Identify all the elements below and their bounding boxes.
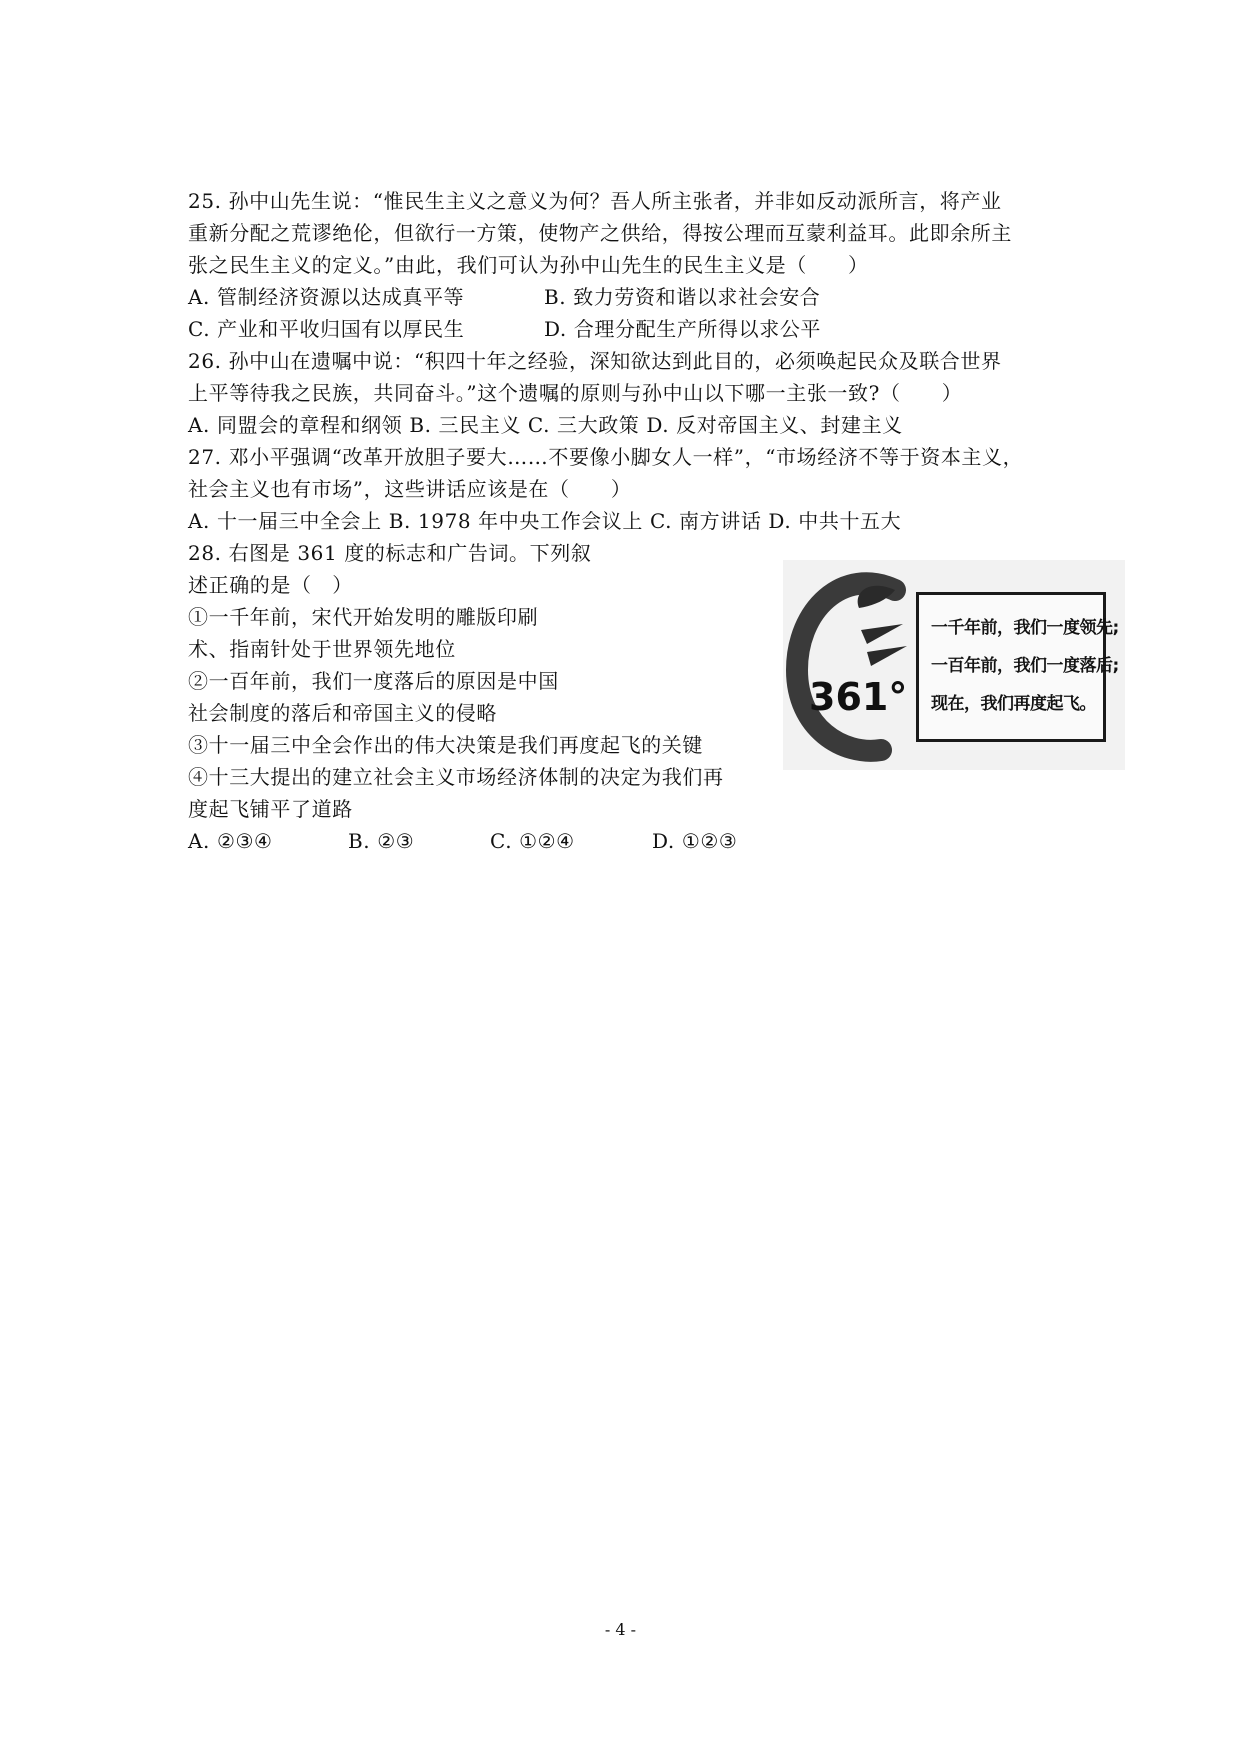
q26-options[interactable]: A. 同盟会的章程和纲领 B. 三民主义 C. 三大政策 D. 反对帝国主义、封建主义 (188, 413, 903, 437)
slogan-line-3: 现在，我们再度起飞。 (931, 694, 1096, 714)
q28-options-row (188, 826, 788, 856)
slogan-line-2: 一百年前，我们一度落后; (931, 656, 1119, 676)
q28-line-1: 28. 右图是 361 度的标志和广告词。下列叙 (188, 541, 592, 565)
q28-option-c[interactable]: C. ①②④ (490, 829, 575, 853)
slogan-line-1: 一千年前，我们一度领先; (931, 618, 1119, 638)
q28-option-d[interactable]: D. ①②③ (652, 829, 738, 853)
q25-options-row-1 (188, 282, 1088, 312)
brand-logo-figure (783, 560, 1125, 770)
q27-line-2: 社会主义也有市场”，这些讲话应该是在（ ） (188, 477, 632, 501)
q25-option-d[interactable]: D. 合理分配生产所得以求公平 (544, 317, 822, 341)
q28-statement-2b: 社会制度的落后和帝国主义的侵略 (188, 701, 497, 725)
361-logo-icon (783, 560, 923, 770)
q25-options-row-2 (188, 314, 1088, 344)
q25-option-a[interactable]: A. 管制经济资源以达成真平等 (188, 285, 465, 309)
slogan-box (916, 592, 1119, 742)
q28-option-b[interactable]: B. ②③ (348, 829, 415, 853)
q25-option-b[interactable]: B. 致力劳资和谐以求社会安合 (544, 285, 821, 309)
q28-statement-4b: 度起飞铺平了道路 (188, 797, 353, 821)
q26-line-1: 26. 孙中山在遗嘱中说：“积四十年之经验，深知欲达到此目的，必须唤起民众及联合世界 (188, 349, 1002, 373)
q27-options[interactable]: A. 十一届三中全会上 B. 1978 年中央工作会议上 C. 南方讲话 D. 中共十五大 (188, 509, 902, 533)
q28-line-2: 述正确的是（ ） (188, 573, 353, 597)
q25-option-c[interactable]: C. 产业和平收归国有以厚民生 (188, 317, 465, 341)
q28-statement-3: ③十一届三中全会作出的伟大决策是我们再度起飞的关键 (188, 733, 703, 757)
q25-line-1: 25. 孙中山先生说：“惟民生主义之意义为何？吾人所主张者，并非如反动派所言，将产业 (188, 189, 1002, 213)
q28-option-a[interactable]: A. ②③④ (188, 829, 273, 853)
q28-statement-1a: ①一千年前，宋代开始发明的雕版印刷 (188, 605, 539, 629)
q26-line-2: 上平等待我之民族，共同奋斗。”这个遗嘱的原则与孙中山以下哪一主张一致?（ ） (188, 381, 963, 405)
q27-line-1: 27. 邓小平强调“改革开放胆子要大……不要像小脚女人一样”，“市场经济不等于资本主义， (188, 445, 1024, 469)
q28-statement-1b: 术、指南针处于世界领先地位 (188, 637, 456, 661)
q28-statement-4a: ④十三大提出的建立社会主义市场经济体制的决定为我们再 (188, 765, 724, 789)
page-number: - 4 - (604, 1620, 637, 1639)
q25-line-2: 重新分配之荒谬绝伦，但欲行一方策，使物产之供给，得按公理而互蒙利益耳。此即余所主 (188, 221, 1012, 245)
logo-text: 361° (809, 675, 908, 719)
q25-line-3: 张之民生主义的定义。”由此，我们可认为孙中山先生的民生主义是（ ） (188, 253, 869, 277)
q28-statement-2a: ②一百年前，我们一度落后的原因是中国 (188, 669, 559, 693)
